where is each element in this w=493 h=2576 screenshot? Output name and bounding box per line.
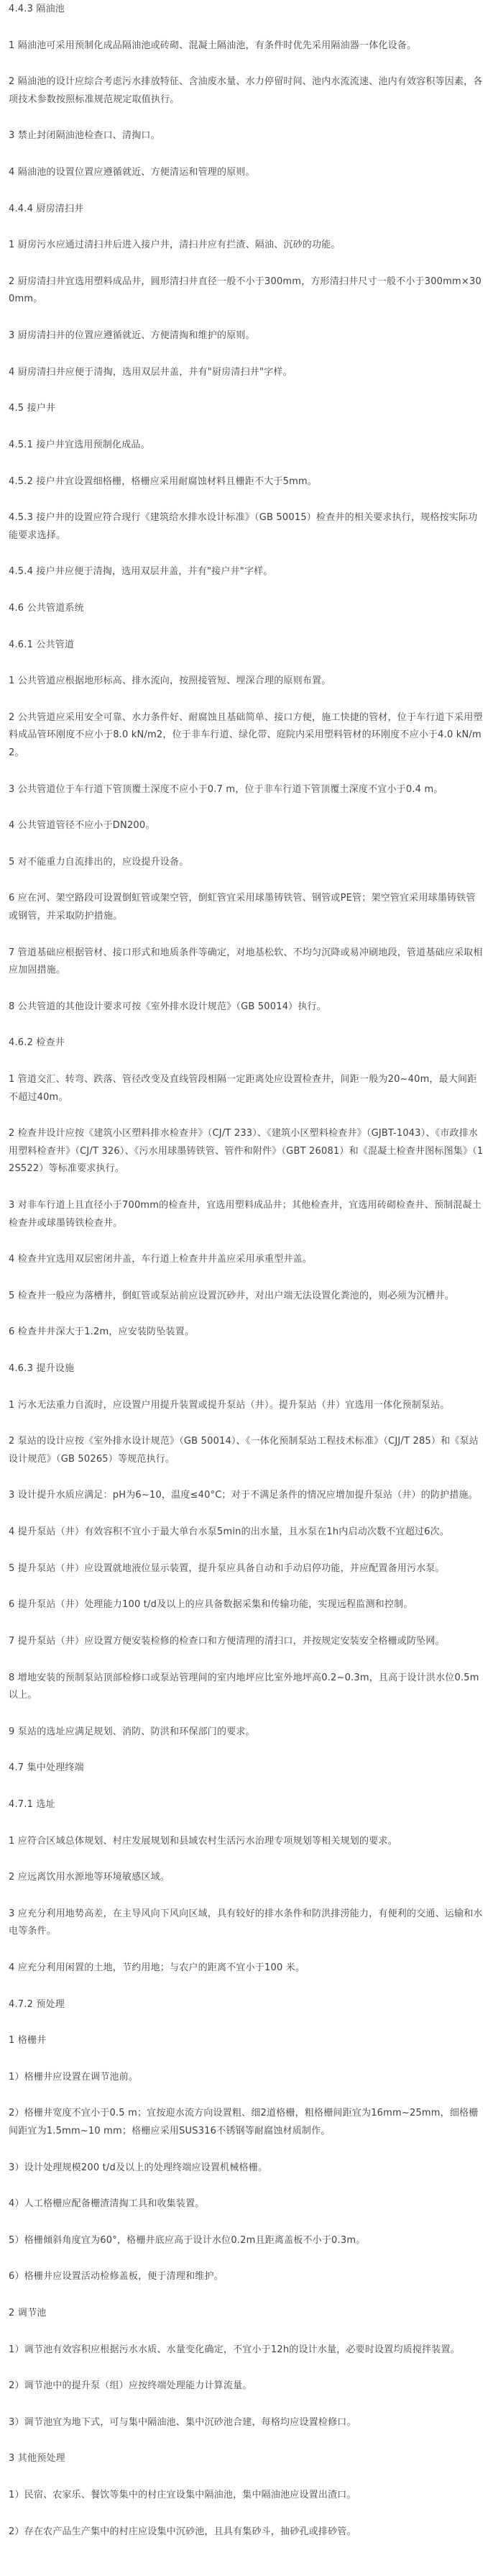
paragraph: 4.5.4 接户井应便于清掏，选用双层井盖，并有"接户井"字样。: [9, 566, 273, 578]
paragraph: 2 泵站的设计应按《室外排水设计规范》（GB 50014）、《一体化预制泵站工程技术标准》（CJJ/T 285）和《泵站设计规范》（GB 50265）等规范执行。: [9, 1436, 479, 1465]
paragraph: 1 隔油池可采用预制化成品隔油池或砖砌、混凝土隔油池，有条件时优先采用隔油器一体化设备。: [9, 40, 417, 51]
paragraph: 5 对不能重力自流排出的，应设提升设备。: [9, 856, 189, 868]
paragraph: 2 隔油池的设计应综合考虑污水排放特征、含油废水量、水力停留时间、池内水流流速、池内有效容积等因素，各项技术参数按照标准规范规定取值执行。: [9, 76, 483, 105]
paragraph: 2 调节池: [9, 2308, 47, 2319]
paragraph: 5 提升泵站（井）应设置就地液位显示装置，提升泵应具备自动和手动启停功能，并应配置备用污水泵。: [9, 1562, 445, 1574]
paragraph: 4 提升泵站（井）有效容积不宜小于最大单台水泵5min的出水量，且水泵在1h内启动次数不宜超过6次。: [9, 1526, 449, 1538]
paragraph: 2 厨房清扫井宜选用塑料成品井，圆形清扫井直径一般不小于300mm，方形清扫井尺寸一般不小于300mm×300mm。: [9, 276, 482, 305]
paragraph: 4.6 公共管道系统: [9, 602, 84, 614]
paragraph: 4.7.2 预处理: [9, 1998, 65, 2010]
paragraph: 3 应充分利用地势高差，在主导风向下风向区域，具有较好的排水条件和防洪排涝能力，有便利的交通、运输和水电等条件。: [9, 1908, 483, 1937]
paragraph: 1）调节池有效容积应根据污水水质、水量变化确定，不宜小于12h的设计水量，必要时设置均质搅拌装置。: [9, 2344, 460, 2355]
paragraph: 4.6.1 公共管道: [9, 639, 75, 650]
paragraph: 4.5.3 接户井的设置应符合现行《建筑给水排水设计标准》（GB 50015）检查井的相关要求执行，规格按实际功能要求选择。: [9, 512, 478, 541]
paragraph: 5 检查井一般应为落槽井，倒虹管或泵站前应设置沉砂井，对出户端无法设置化粪池的，则必须为沉槽井。: [9, 1290, 455, 1301]
paragraph: 4.5.1 接户井宜选用预制化成品。: [9, 439, 150, 450]
paragraph: 1 厨房污水应通过清扫井后进入接户井，清扫井应有拦渣、隔油、沉砂的功能。: [9, 240, 341, 251]
paragraph: 6 应在河、架空路段可设置倒虹管或架空管，倒虹管宜采用球墨铸铁管、钢管或PE管；架空管宜采用球墨铸铁管或钢管，并采取防护措施。: [9, 893, 476, 921]
paragraph: 1 格栅井: [9, 2035, 47, 2047]
paragraph: 1 管道交汇、转弯、跌落、管径改变及直线管段相隔一定距离处应设置检查井，间距一般为20~40m，最大间距不超过40m。: [9, 1074, 477, 1103]
paragraph: 4）人工格栅应配备栅渣清掏工具和收集装置。: [9, 2198, 205, 2210]
paragraph: 1）格栅井应设置在调节池前。: [9, 2071, 139, 2083]
paragraph: 4 应充分利用闲置的土地，节约用地；与农户的距离不宜小于100 米。: [9, 1962, 305, 1973]
paragraph: 2）格栅井宽度不宜小于0.5 m；宜按迎水流方向设置粗、细2道格栅，粗格栅间距宜为16mm~25mm，细格栅间距宜为1.5mm~10 mm；格栅应采用SUS316不锈钢等耐腐蚀材质制作。: [9, 2108, 479, 2136]
paragraph: 4 厨房清扫井应便于清掏，选用双层井盖，并有"厨房清扫井"字样。: [9, 366, 292, 378]
paragraph: 7 提升泵站（井）应设置方便安装检修的检查口和方便清理的清扫口，并按规定安装安全格栅或防坠网。: [9, 1635, 445, 1647]
paragraph: 6 提升泵站（井）处理能力100 t/d及以上的应具备数据采集和传输功能，实现远程监测和控制。: [9, 1599, 413, 1611]
paragraph: 8 增地安装的预制泵站顶部检修口或泵站管理间的室内地坪应比室外地坪高0.2~0.3m，且高于设计洪水位0.5m以上。: [9, 1672, 479, 1701]
paragraph: 4.5 接户井: [9, 403, 56, 414]
paragraph: 7 管道基础应根据管材、接口形式和地质条件等确定，对地基松软、不均匀沉降或易冲刷地段，管道基础应采取相应加固措施。: [9, 947, 483, 976]
paragraph: 2 应远离饮用水源地等环境敏感区域。: [9, 1872, 170, 1883]
paragraph: 4.7 集中处理终端: [9, 1762, 84, 1774]
paragraph: 3 对非车行道上且直径小于700mm的检查井，宜选用塑料成品井；其他检查井，宜选用砖砌检查井、预制混凝土检查井或球墨铸铁检查井。: [9, 1200, 482, 1229]
paragraph: 1 公共管道应根据地形标高、排水流向，按照接管短、埋深合理的原则布置。: [9, 675, 331, 687]
paragraph: 2 公共管道应采用安全可靠、水力条件好、耐腐蚀且基础简单、接口方便，施工快捷的管材，位于车行道下采用塑料成品管环刚度不应小于8.0 kN/m2，位于非车行道、绿化带、庭院内采用塑料管材的环刚度不应小于4.0 kN/m2。: [9, 711, 483, 758]
paragraph: 4.6.3 提升设施: [9, 1363, 75, 1375]
paragraph: 4.7.1 选址: [9, 1798, 55, 1810]
paragraph: 6）格栅井应设置活动检修盖板，便于清理和维护。: [9, 2271, 224, 2283]
paragraph: 1 应符合区域总体规划、村庄发展规划和县域农村生活污水治理专项规划等相关规划的要求。: [9, 1835, 397, 1847]
paragraph: 3 禁止封闭隔油池检查口、清掏口。: [9, 130, 160, 142]
paragraph: 4.6.2 检查井: [9, 1037, 65, 1049]
paragraph: 4 检查井宜选用双层密闭井盖，车行道上检查井井盖应采用承重型井盖。: [9, 1254, 313, 1265]
paragraph: 3 设计提升水质应满足：pH为6~10，温度≤40°C；对于不满足条件的情况应增加提升泵站（井）的防护措施。: [9, 1490, 478, 1501]
paragraph: 8 公共管道的其他设计要求可按《室外排水设计规范》（GB 50014）执行。: [9, 1001, 326, 1012]
paragraph: 1）民宿、农家乐、餐饮等集中的村庄宜设集中隔油池，集中隔油池应设置出渣口。: [9, 2490, 356, 2501]
paragraph: 3 其他预处理: [9, 2453, 65, 2465]
paragraph: 6 检查井井深大于1.2m，应安装防坠装置。: [9, 1326, 195, 1338]
paragraph: 2）调节池中的提升泵（组）应按终端处理能力计算流量。: [9, 2380, 252, 2392]
paragraph: 4 隔油池的设置位置应遵循就近、方便清运和管理的原则。: [9, 167, 255, 178]
paragraph: 9 泵站的选址应满足规划、消防、防洪和环保部门的要求。: [9, 1726, 255, 1737]
paragraph: 1 污水无法重力自流时，应设置户用提升装置或提升泵站（井）。提升泵站（井）宜选用一体化预制泵站。: [9, 1399, 450, 1411]
paragraph: 2 检查井设计应按《建筑小区塑料排水检查井》（CJ/T 233）、《建筑小区塑料检查井》（GJBT-1043）、《市政排水用塑料检查井》（CJ/T 326）、《污水用球墨铸铁管、管件和附件》（GBT 26081）和《混凝土检查井图标图集》（12S522）等标准要求执行。: [9, 1128, 484, 1175]
paragraph: 4.4.3 隔油池: [9, 4, 65, 14]
paragraph: 4.5.2 接户井宜设置细格栅，格栅应采用耐腐蚀材料且栅距不大于5mm。: [9, 475, 318, 487]
paragraph: 3）调节池宜为地下式，可与集中隔油池、集中沉砂池合建，每格均应设置检修口。: [9, 2416, 356, 2428]
paragraph: 3）设计处理规模200 t/d及以上的处理终端应设置机械格栅。: [9, 2162, 268, 2173]
paragraph: 3 公共管道位于车行道下管顶覆土深度不应小于0.7 m，位于非车行道下管顶覆土深度不宜小于0.4 m。: [9, 783, 443, 795]
paragraph: 2）存在农产品生产集中的村庄应设集中沉砂池，且具有集砂斗，抽砂孔或排砂管。: [9, 2526, 356, 2537]
paragraph: 4.4.4 厨房清扫井: [9, 203, 84, 214]
paragraph: 5）格栅倾斜角度宜为60°，格栅井底应高于设计水位0.2m且距离盖板不小于0.3m。: [9, 2234, 366, 2246]
paragraph: 3 厨房清扫井的位置应遵循就近、方便清掏和维护的原则。: [9, 330, 255, 342]
paragraph: 4 公共管道管径不应小于DN200。: [9, 820, 155, 832]
